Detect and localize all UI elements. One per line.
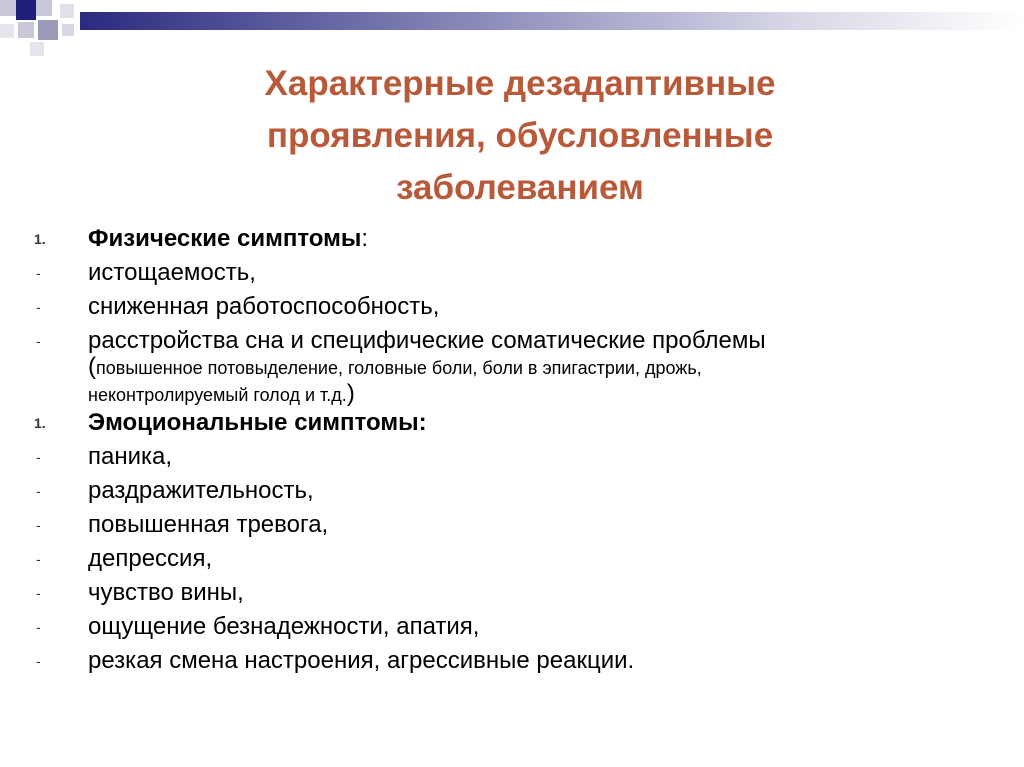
content-list bbox=[30, 222, 990, 678]
dash-marker: - bbox=[36, 551, 41, 567]
section-heading: Физические симптомы bbox=[88, 225, 362, 252]
list-item bbox=[30, 542, 990, 576]
dash-marker: - bbox=[36, 449, 41, 465]
list-item-text: повышенная тревога, bbox=[88, 511, 329, 538]
decor-square bbox=[16, 0, 36, 20]
list-item bbox=[30, 256, 990, 290]
dash-marker: - bbox=[36, 265, 41, 281]
list-item bbox=[30, 290, 990, 324]
decor-square bbox=[0, 0, 16, 16]
decor-square bbox=[30, 42, 44, 56]
list-item-text: сниженная работоспособность, bbox=[88, 293, 440, 320]
list-number: 1. bbox=[34, 231, 46, 247]
list-item-text: истощаемость, bbox=[88, 259, 256, 286]
list-item bbox=[30, 474, 990, 508]
note-open-paren: ( bbox=[88, 353, 96, 380]
list-item-text: раздражительность, bbox=[88, 477, 314, 504]
heading-colon: : bbox=[361, 225, 369, 252]
decor-square bbox=[36, 0, 52, 16]
list-item-note bbox=[30, 354, 990, 406]
list-heading-physical bbox=[30, 222, 990, 256]
slide-title bbox=[120, 58, 920, 214]
list-item bbox=[30, 576, 990, 610]
header-gradient-bar bbox=[80, 12, 1024, 30]
dash-marker: - bbox=[36, 483, 41, 499]
list-item bbox=[30, 610, 990, 644]
list-item-text: ощущение безнадежности, апатия, bbox=[88, 613, 480, 640]
list-item-text: паника, bbox=[88, 443, 173, 470]
note-text: повышенное потовыделение, головные боли, боли в эпигастрии, дрожь, bbox=[96, 358, 702, 378]
note-text: неконтролируемый голод и т.д. bbox=[88, 385, 347, 405]
list-item bbox=[30, 508, 990, 542]
list-item bbox=[30, 440, 990, 474]
list-item-text: резкая смена настроения, агрессивные реакции. bbox=[88, 647, 635, 674]
note-close-paren: ) bbox=[346, 380, 355, 407]
dash-marker: - bbox=[36, 299, 41, 315]
dash-marker: - bbox=[36, 517, 41, 533]
decor-square bbox=[0, 24, 14, 38]
title-line: проявления, обусловленные bbox=[266, 116, 774, 155]
decor-square bbox=[60, 4, 74, 18]
list-item bbox=[30, 644, 990, 678]
section-heading: Эмоциональные симптомы: bbox=[88, 409, 427, 436]
list-item-text: расстройства сна и специфические соматические проблемы bbox=[88, 327, 766, 354]
decor-square bbox=[18, 22, 34, 38]
list-item-text: чувство вины, bbox=[88, 579, 244, 606]
dash-marker: - bbox=[36, 585, 41, 601]
dash-marker: - bbox=[36, 619, 41, 635]
dash-marker: - bbox=[36, 653, 41, 669]
decor-square bbox=[38, 20, 58, 40]
decor-square bbox=[62, 24, 74, 36]
title-line: заболеванием bbox=[396, 168, 644, 207]
dash-marker: - bbox=[36, 333, 41, 349]
title-line: Характерные дезадаптивные bbox=[264, 64, 776, 103]
list-heading-emotional bbox=[30, 406, 990, 440]
list-item bbox=[30, 324, 990, 358]
list-item-text: депрессия, bbox=[88, 545, 213, 572]
list-number: 1. bbox=[34, 415, 46, 431]
